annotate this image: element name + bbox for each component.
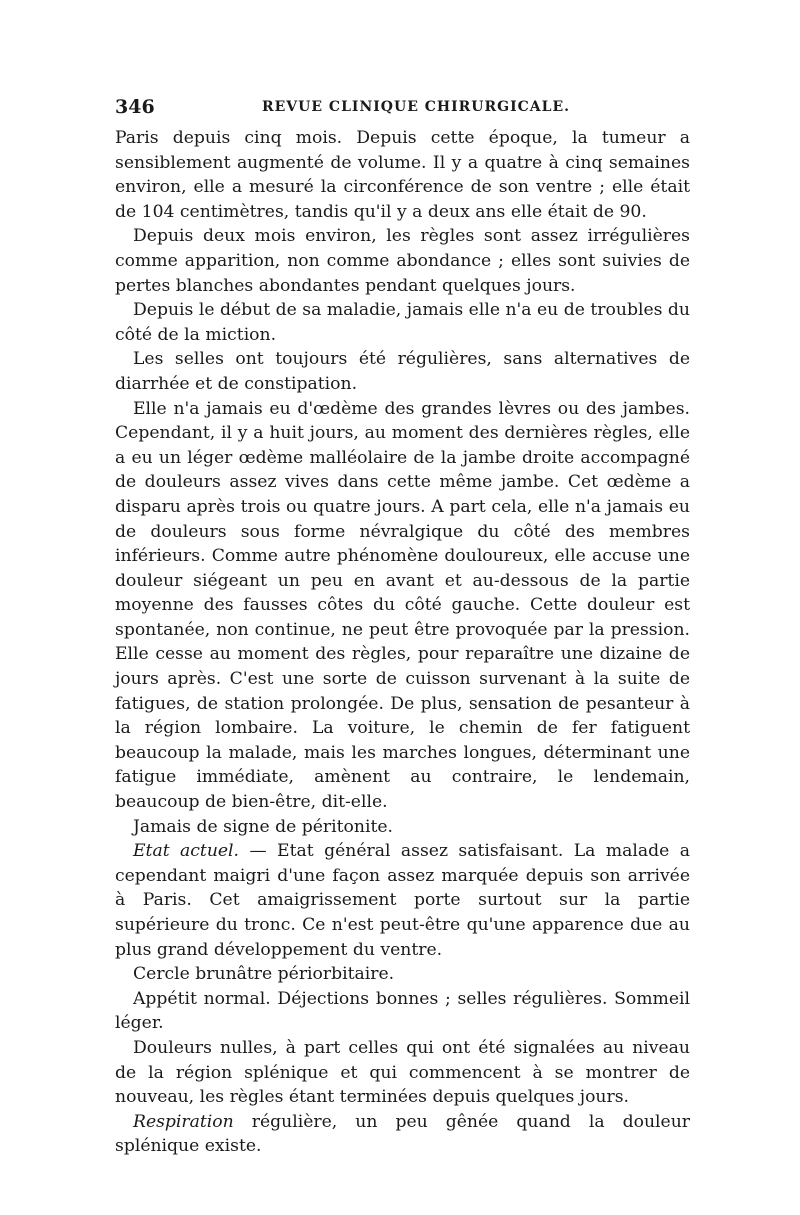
paragraph <box>115 397 690 815</box>
paragraph-text: Jamais de signe de péritonite. <box>133 816 394 837</box>
paragraph <box>115 839 690 962</box>
paragraph-text: Elle n'a jamais eu d'œdème des grandes lèvres ou des jambes. Cependant, il y a huit jours, au moment des dernières règles, elle a eu un léger œdème malléolaire de la jambe droite accompagné de douleurs assez vives dans cette même jambe. Cet œdème a disparu après trois ou quatre jours. A part cela, elle n'a jamais eu de douleurs sous forme névralgique du côté des membres inférieurs. Comme autre phénomène douloureux, elle accuse une douleur siégeant un peu en avant et au-dessous de la partie moyenne des fausses côtes du côté gauche. Cette douleur est spontanée, non continue, ne peut être provoquée par la pression. Elle cesse au moment des règles, pour reparaître une dizaine de jours après. C'est une sorte de cuisson survenant à la suite de fatigues, de station prolongée. De plus, sensation de pesanteur à la région lombaire. La voiture, le chemin de fer fatiguent beaucoup la malade, mais les marches longues, déterminant une fatigue immédiate, amènent au contraire, le lendemain, beaucoup de bien-être, dit-elle. <box>115 398 690 813</box>
paragraph <box>115 347 690 396</box>
paragraph-text: Depuis deux mois environ, les règles sont assez irrégulières comme apparition, non comme abondance ; elles sont suivies de pertes blanches abondantes pendant quelques jours. <box>115 226 690 296</box>
paragraph <box>115 298 690 347</box>
paragraph <box>115 1036 690 1110</box>
paragraph-text: — Etat général assez satisfaisant. La malade a cependant maigri d'une façon assez marquée depuis son arrivée à Paris. Cet amaigrissement porte surtout sur la partie supérieure du tronc. Ce n'est peut-être qu'une apparence due au plus grand développement du ventre. <box>115 841 690 960</box>
paragraph-lead: Respiration <box>133 1111 234 1132</box>
paragraph-lead: Etat actuel. <box>133 841 240 862</box>
paragraph <box>115 815 690 840</box>
body-text <box>115 126 690 1159</box>
page-number: 346 <box>115 96 155 118</box>
paragraph <box>115 126 690 224</box>
paragraph-text: Paris depuis cinq mois. Depuis cette époque, la tumeur a sensiblement augmenté de volume. Il y a quatre à cinq semaines environ, elle a mesuré la circonférence de son ventre ; elle était de 104 centimètres, tandis qu'il y a deux ans elle était de 90. <box>115 128 690 222</box>
paragraph-text: Depuis le début de sa maladie, jamais elle n'a eu de troubles du côté de la miction. <box>115 300 690 345</box>
paragraph <box>115 987 690 1036</box>
paragraph-text: Appétit normal. Déjections bonnes ; selles régulières. Sommeil léger. <box>115 988 690 1034</box>
paragraph <box>115 962 690 987</box>
paragraph-text: Cercle brunâtre périorbitaire. <box>133 964 395 985</box>
paragraph <box>115 1110 690 1159</box>
paragraph-text: régulière, un peu gênée quand la douleur splénique existe. <box>115 1111 690 1157</box>
running-title: REVUE CLINIQUE CHIRURGICALE. <box>262 99 571 115</box>
paragraph-text: Les selles ont toujours été régulières, sans alternatives de diarrhée et de constipation. <box>115 349 690 394</box>
paragraph <box>115 224 690 298</box>
page-header <box>115 96 690 126</box>
paragraph-text: Douleurs nulles, à part celles qui ont été signalées au niveau de la région splénique et qui commencent à se montrer de nouveau, les règles étant terminées depuis quelques jours. <box>115 1037 690 1108</box>
